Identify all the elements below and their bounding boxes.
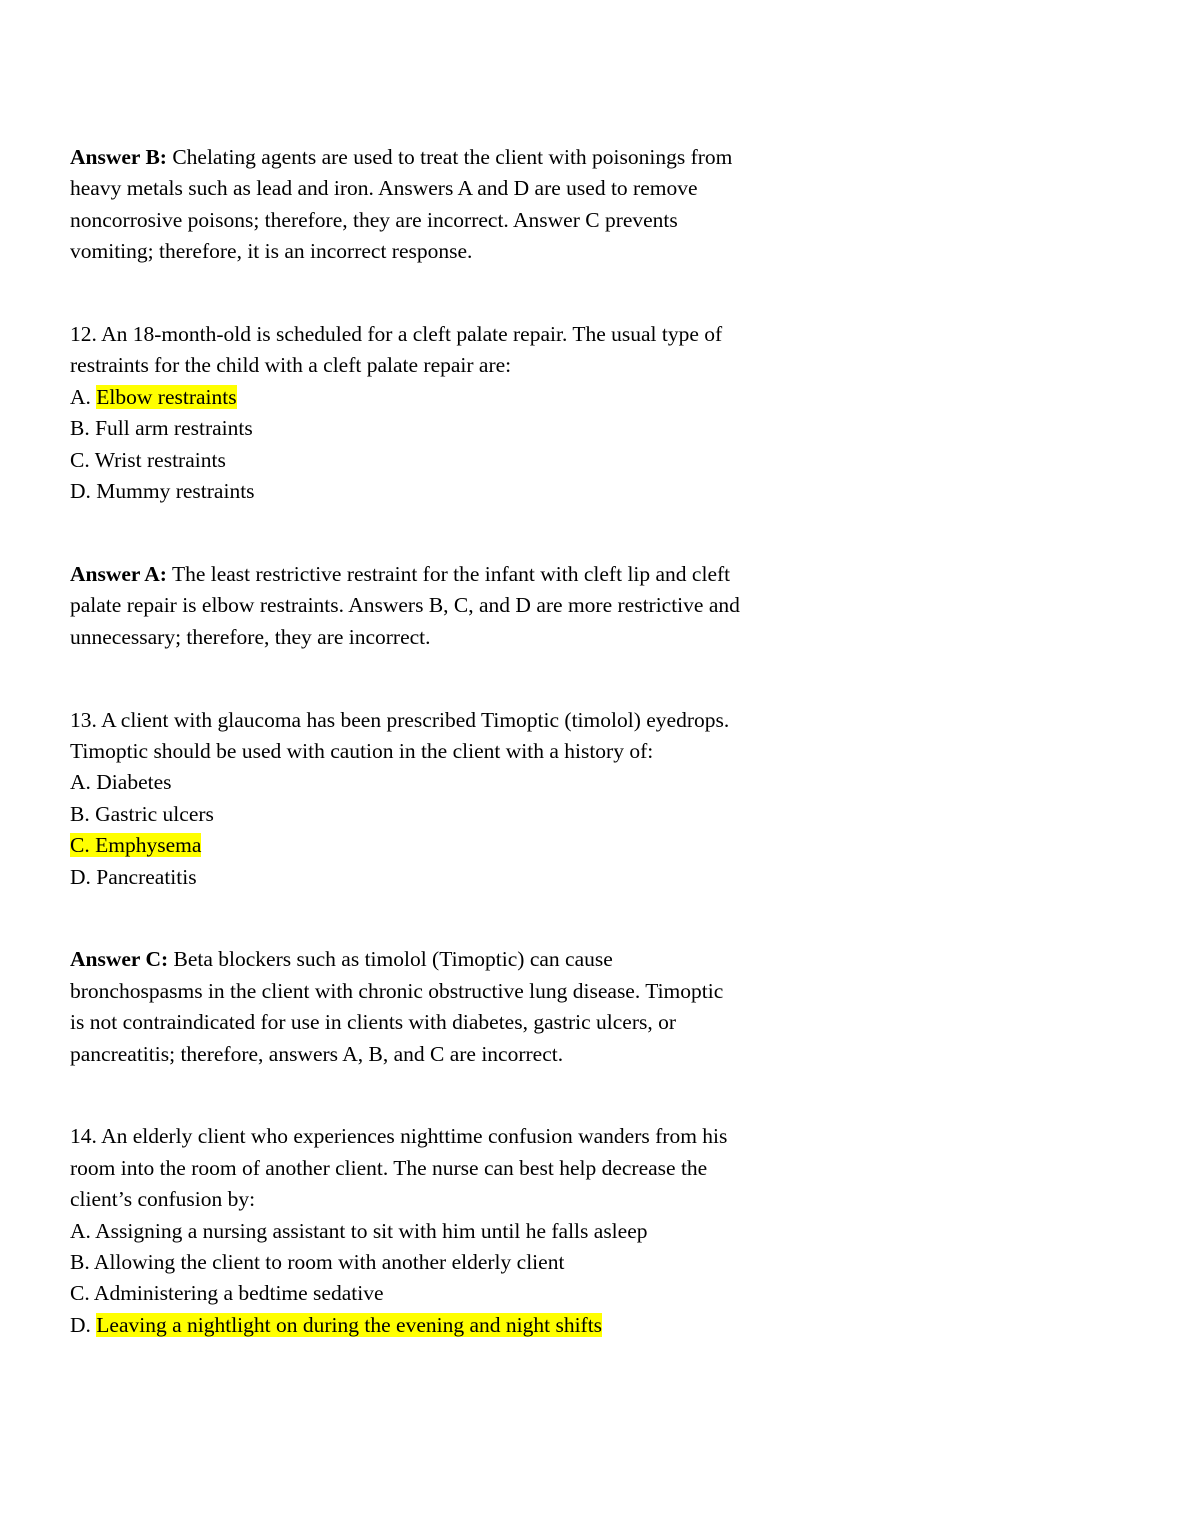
- option-d: [70, 476, 850, 507]
- option-b: [70, 799, 850, 830]
- option-letter: D.: [70, 1312, 91, 1337]
- option-letter: D.: [70, 864, 91, 889]
- answer-line: pancreatitis; therefore, answers A, B, and C are incorrect.: [70, 1041, 564, 1066]
- answer-label: Answer B:: [70, 145, 167, 169]
- question-13: [70, 705, 850, 893]
- option-text: Wrist restraints: [94, 447, 226, 472]
- answer-line: [70, 559, 850, 590]
- option-letter: C.: [70, 1281, 90, 1306]
- option-text: Administering a bedtime sedative: [93, 1281, 384, 1306]
- answer-line: [70, 944, 850, 975]
- option-letter: A.: [70, 770, 91, 795]
- answer-text: Chelating agents are used to treat the client with poisonings from: [166, 145, 733, 169]
- option-letter: A.: [70, 1218, 91, 1243]
- question-stem-line: restraints for the child with a cleft palate repair are:: [70, 353, 512, 378]
- answer-line: palate repair is elbow restraints. Answers B, C, and D are more restrictive and: [70, 593, 740, 618]
- answer-text: The least restrictive restraint for the infant with cleft lip and cleft: [166, 561, 731, 586]
- option-c: [70, 1278, 850, 1309]
- option-a: [70, 1216, 850, 1247]
- option-letter: C.: [70, 447, 90, 472]
- option-text: Assigning a nursing assistant to sit with him until he falls asleep: [95, 1218, 648, 1243]
- answer-line: noncorrosive poisons; therefore, they are incorrect. Answer C prevents: [70, 207, 678, 232]
- option-d: [70, 862, 850, 893]
- answer-block-a: [70, 559, 850, 653]
- question-stem-line: Timoptic should be used with caution in the client with a history of:: [70, 738, 654, 763]
- spacer: [70, 653, 850, 705]
- option-text: Gastric ulcers: [95, 801, 214, 826]
- option-highlighted: [70, 833, 201, 857]
- question-stem-line: client’s confusion by:: [70, 1187, 256, 1212]
- option-c: [70, 445, 850, 476]
- option-letter: B.: [70, 801, 90, 826]
- spacer: [70, 507, 850, 559]
- answer-label: Answer A:: [70, 561, 167, 586]
- question-stem-line: 13. A client with glaucoma has been prescribed Timoptic (timolol) eyedrops.: [70, 707, 730, 732]
- option-b: [70, 413, 850, 444]
- option-text: Emphysema: [95, 833, 202, 858]
- question-12: [70, 319, 850, 507]
- document-page: [70, 142, 850, 1341]
- option-text-highlighted: Elbow restraints: [96, 384, 237, 409]
- spacer: [70, 893, 850, 945]
- spacer: [70, 268, 850, 320]
- option-text: Allowing the client to room with another elderly client: [93, 1250, 565, 1275]
- option-b: [70, 1247, 850, 1278]
- option-letter: D.: [70, 479, 91, 504]
- option-c: [70, 830, 850, 861]
- answer-line: is not contraindicated for use in clients with diabetes, gastric ulcers, or: [70, 1010, 676, 1035]
- option-d: [70, 1310, 850, 1341]
- option-text: Diabetes: [96, 770, 172, 795]
- answer-block-c: [70, 944, 850, 1070]
- answer-line: heavy metals such as lead and iron. Answers A and D are used to remove: [70, 176, 698, 201]
- option-letter: B.: [70, 416, 90, 441]
- option-a: [70, 767, 850, 798]
- answer-line: unnecessary; therefore, they are incorrect.: [70, 624, 431, 649]
- answer-line: vomiting; therefore, it is an incorrect response.: [70, 239, 473, 264]
- question-stem-line: 14. An elderly client who experiences nighttime confusion wanders from his: [70, 1124, 728, 1149]
- option-letter: C.: [70, 833, 90, 858]
- option-a: [70, 382, 850, 413]
- option-letter: B.: [70, 1250, 90, 1275]
- spacer: [70, 1070, 850, 1122]
- question-14: [70, 1121, 850, 1341]
- option-text: Full arm restraints: [95, 416, 253, 441]
- answer-line: bronchospasms in the client with chronic obstructive lung disease. Timoptic: [70, 978, 724, 1003]
- answer-label: Answer C:: [70, 947, 169, 972]
- option-text: Mummy restraints: [96, 479, 255, 504]
- option-text: Pancreatitis: [96, 864, 197, 889]
- question-stem-line: room into the room of another client. The nurse can best help decrease the: [70, 1155, 708, 1180]
- option-letter: A.: [70, 384, 91, 409]
- answer-block-b: [70, 142, 850, 268]
- answer-text: Beta blockers such as timolol (Timoptic) can cause: [168, 947, 613, 972]
- answer-line: [70, 142, 850, 173]
- option-text-highlighted: Leaving a nightlight on during the evening and night shifts: [96, 1312, 603, 1337]
- question-stem-line: 12. An 18-month-old is scheduled for a cleft palate repair. The usual type of: [70, 322, 723, 347]
